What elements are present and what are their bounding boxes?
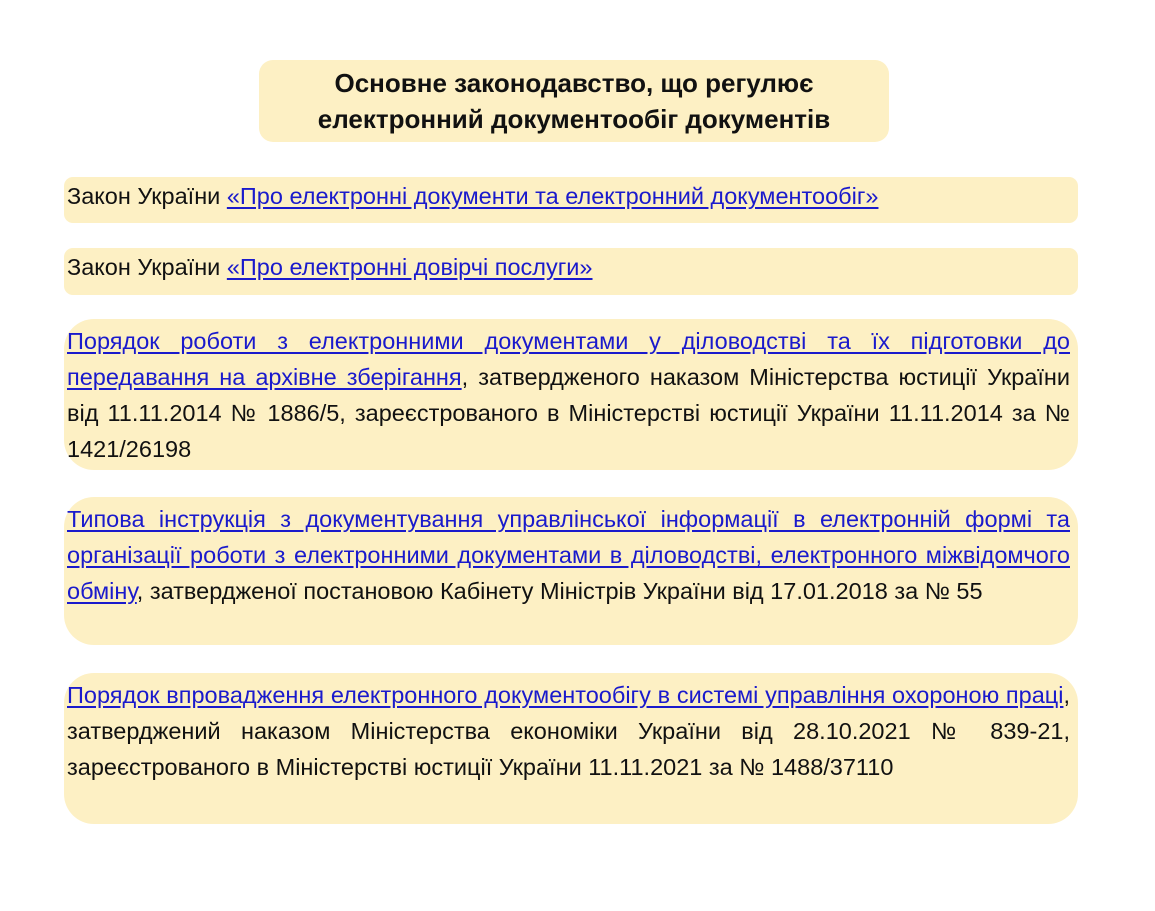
law-item-prefix: Закон України bbox=[67, 183, 227, 209]
law-link-standard-instruction[interactable]: Типова інструкція з документування управлінської інформації в електронній формі та організації роботи з електронними документами в діловодстві, електронного міжвідомчого обміну bbox=[67, 506, 1070, 604]
law-item-archival-procedure bbox=[64, 319, 1078, 470]
law-link-electronic-documents[interactable]: «Про електронні документи та електронний документообіг» bbox=[226, 183, 879, 209]
law-link-trust-services[interactable]: «Про електронні довірчі послуги» bbox=[226, 254, 593, 280]
law-item-prefix: Закон України bbox=[67, 254, 227, 280]
law-item-trust-services bbox=[64, 248, 1078, 295]
law-item-suffix: , затверджений наказом Міністерства економіки України від 28.10.2021 № 839-21, зареєстрованого в Міністерстві юстиції України 11.11.2021 за № 1488/37110 bbox=[67, 682, 1070, 780]
law-item-standard-instruction bbox=[64, 497, 1078, 645]
law-item-labor-protection bbox=[64, 673, 1078, 824]
page-title-line-1: Основне законодавство, що регулює bbox=[334, 68, 814, 98]
title-box bbox=[259, 60, 889, 142]
page-title-line-2: електронний документообіг документів bbox=[317, 104, 831, 134]
law-item-suffix: , затвердженої постановою Кабінету Міністрів України від 17.01.2018 за № 55 bbox=[136, 578, 983, 604]
law-link-labor-protection[interactable]: Порядок впровадження електронного документообігу в системі управління охороною праці bbox=[67, 682, 1064, 708]
page-title bbox=[318, 65, 830, 137]
law-item-electronic-documents bbox=[64, 177, 1078, 223]
law-link-archival-procedure[interactable]: Порядок роботи з електронними документами у діловодстві та їх підготовки до передавання на архівне зберігання bbox=[67, 328, 1070, 390]
law-item-suffix: , затвердженого наказом Міністерства юстиції України від 11.11.2014 № 1886/5, зареєстрованого в Міністерстві юстиції України 11.11.2014 за № 1421/26198 bbox=[67, 364, 1070, 462]
